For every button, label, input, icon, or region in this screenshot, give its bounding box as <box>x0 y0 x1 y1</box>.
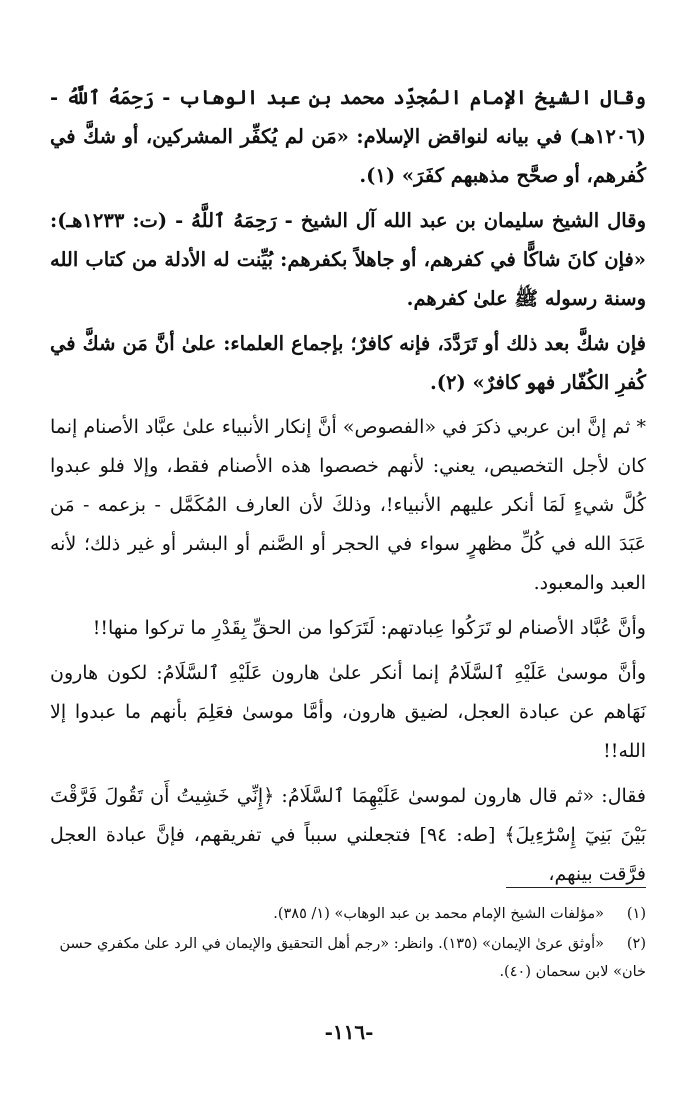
paragraph-ibn-abdulwahhab: وقال الشيخ الإمام المُجدِّد محمد بن عبد الوهاب - رَحِمَهُ ٱللَّهُ - (١٢٠٦هـ) في بيانه لنواقض الإسلام: «مَن لم يُكفِّر المشركين، أو شكَّ في كُفرهم، أو صحَّح مذهبهم كفَرَ» (١). <box>50 86 646 187</box>
paragraph-sulayman-quote: وقال الشيخ سليمان بن عبد الله آل الشيخ - رَحِمَهُ ٱللَّهُ - (ت: ١٢٣٣هـ): «فإن كانَ شاكًّا في كفرهم، أو جاهلاً بكفرهم: بُيِّنت له الأدلة من كتاب الله وسنة رسوله ﷺ علىٰ كفرهم. <box>50 209 646 310</box>
footnote-separator <box>506 887 646 888</box>
paragraph-ibn-arabi-fusus: * ثم إنَّ ابن عربي ذكرَ في «الفصوص» أنَّ إنكار الأنبياء علىٰ عبَّاد الأصنام إنما كان لأجل التخصيص، يعني: لأنهم خصصوا هذه الأصنام فقط، وإلا فلو عبدوا كُلَّ شيءٍ لَمَا أنكر عليهم الأنبياء!، وذلكَ لأن العارف المُكَمَّل - بزعمه - مَن عَبَدَ الله في كُلِّ مظهرٍ سواء في الحجر أو الصَّنم أو البشر أو غير ذلك؛ لأنه العبد والمعبود. <box>50 416 646 594</box>
footnote-text: «مؤلفات الشيخ الإمام محمد بن عبد الوهاب» (١/ ٣٨٥). <box>273 906 604 922</box>
footnote-2 <box>50 930 646 986</box>
paragraph-quran-quote: فقال: «ثم قال هارون لموسىٰ عَلَيْهِمَا ٱلسَّلَامُ: ﴿إِنِّي خَشِيتُ أَن تَقُولَ فَرَّقْتَ بَيْنَ بَنِيٓ إِسْرَٰٓءِيلَ﴾ [طه: ٩٤] فتجعلني سبباً في تفريقهم، فإنَّ عبادة العجل فرَّقت بينهم، <box>50 785 646 885</box>
paragraph-idol-worshippers: وأنَّ عُبَّاد الأصنام لو تَرَكُوا عِبادتهم: لَتَرَكوا من الحقِّ بِقَدْرِ ما تركوا منها!! <box>92 617 646 639</box>
paragraph-musa-harun: وأنَّ موسىٰ عَلَيْهِ ٱلسَّلَامُ إنما أنكر علىٰ هارون عَلَيْهِ ٱلسَّلَامُ: لكون هارون نَهَاهم عن عبادة العجل، لضيق هارون، وأمَّا موسىٰ فعَلِمَ بأنهم ما عبدوا إلا الله!! <box>50 662 646 762</box>
footnote-text: «أوثق عرىٰ الإيمان» (١٣٥). وانظر: «رجم أهل التحقيق والإيمان في الرد علىٰ مكفري حسن خان» لابن سحمان (٤٠). <box>59 936 646 980</box>
paragraph-ijma-takfir: فإن شكَّ بعد ذلك أو تَرَدَّدَ، فإنه كافرٌ؛ بإجماع العلماء: علىٰ أنَّ مَن شكَّ في كُفرِ الكُفّار فهو كافرٌ» (٢). <box>50 332 646 394</box>
page-number: -١١٦- <box>324 1020 374 1044</box>
footnote-number: (٢) <box>626 936 646 952</box>
footnote-number: (١) <box>626 906 646 922</box>
footnote-1 <box>50 900 646 928</box>
